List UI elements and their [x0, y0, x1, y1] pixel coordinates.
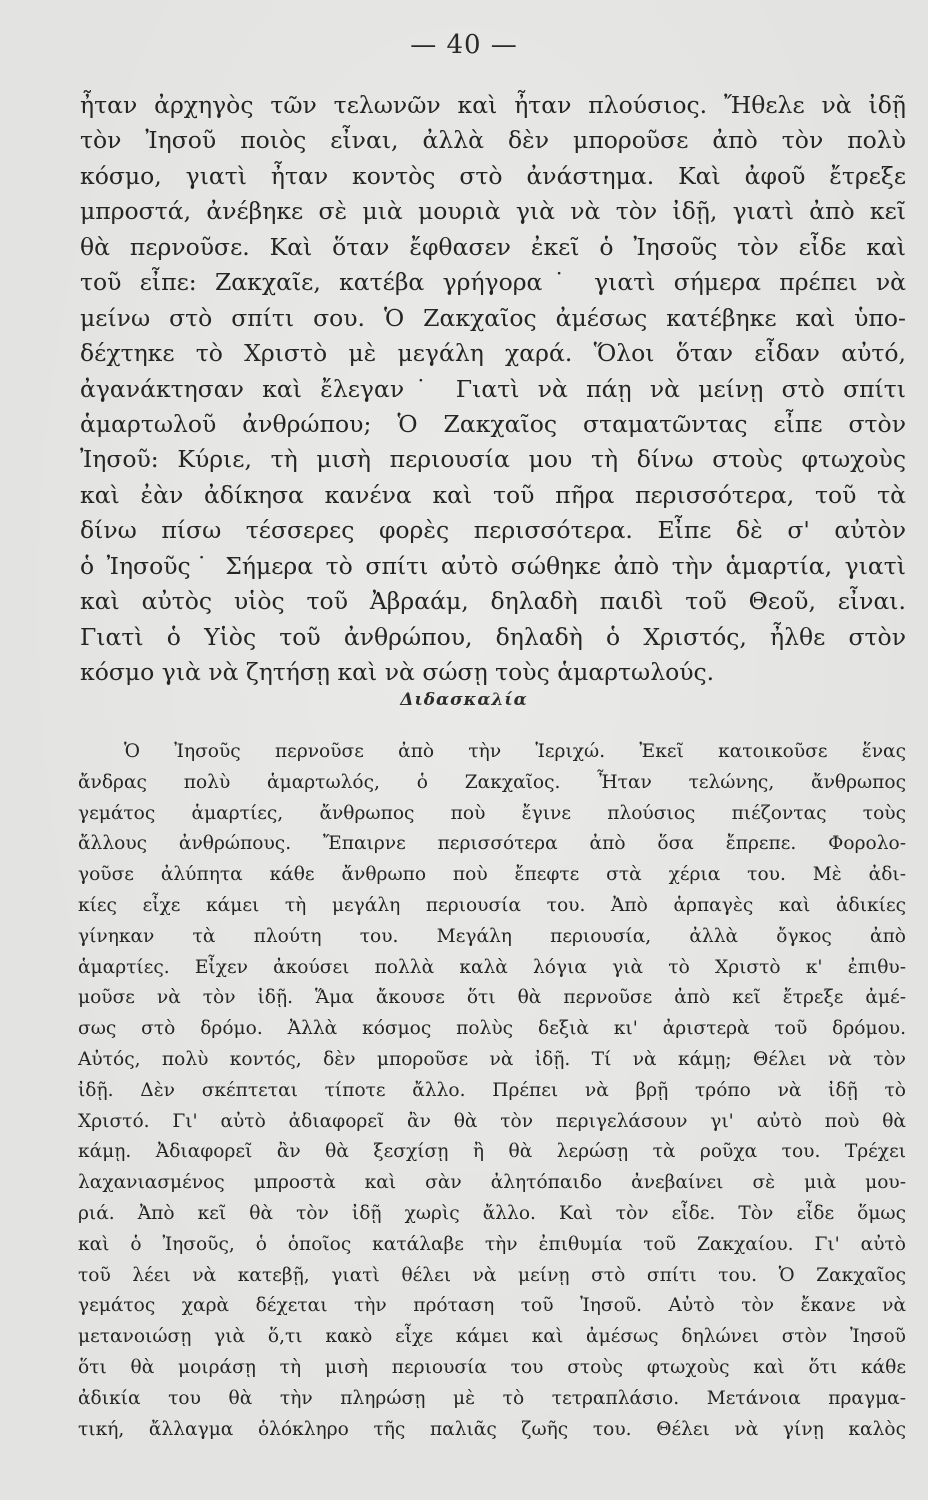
text-line: ὁ Ἰησοῦς˙ Σήμερα τὸ σπίτι αὐτὸ σώθηκε ἀπὸ τὴν ἁμαρτία, γιατὶ	[80, 551, 906, 580]
text-line: ἦταν ἀρχηγὸς τῶν τελωνῶν καὶ ἦταν πλούσιος. Ἤθελε νὰ ἰδῇ	[80, 91, 906, 119]
lesson-line: σως στὸ δρόμο. Ἀλλὰ κόσμος πολὺς δεξιὰ κι' ἀριστερὰ τοῦ δρόμου.	[78, 1018, 906, 1040]
lesson-line: ἀδικία του θὰ τὴν πληρώσῃ μὲ τὸ τετραπλάσιο. Μετάνοια πραγμα-	[78, 1387, 906, 1409]
text-line: δίνω πίσω τέσσερες φορὲς περισσότερα. Εἶπε δὲ σ' αὐτὸν	[80, 516, 906, 545]
text-line: ἁμαρτωλοῦ ἀνθρώπου; Ὁ Ζακχαῖος σταματῶντας εἶπε στὸν	[80, 409, 906, 438]
lesson-line: ἁμαρτίες. Εἶχεν ἀκούσει πολλὰ καλὰ λόγια γιὰ τὸ Χριστὸ κ' ἐπιθυ-	[78, 956, 906, 978]
text-line: τὸν Ἰησοῦ ποιὸς εἶναι, ἀλλὰ δὲν μποροῦσε ἀπὸ τὸν πολὺ	[80, 126, 906, 155]
lesson-text	[78, 737, 906, 1445]
lesson-line: ὅτι θὰ μοιράσῃ τὴ μισὴ περιουσία του στοὺς φτωχοὺς καὶ ὅτι κάθε	[78, 1356, 906, 1378]
lesson-line: ἄνδρας πολὺ ἁμαρτωλός, ὁ Ζακχαῖος. Ἦταν τελώνης, ἄνθρωπος	[78, 771, 906, 793]
lesson-line: γίνηκαν τὰ πλούτη του. Μεγάλη περιουσία, ἀλλὰ ὄγκος ἀπὸ	[78, 925, 906, 947]
main-text	[80, 88, 906, 690]
text-line: καὶ ἐὰν ἀδίκησα κανένα καὶ τοῦ πῆρα περισσότερα, τοῦ τὰ	[80, 480, 906, 509]
lesson-line: τοῦ λέει νὰ κατεβῇ, γιατὶ θέλει νὰ μείνῃ στὸ σπίτι του. Ὁ Ζακχαῖος	[78, 1264, 906, 1286]
lesson-line: Χριστό. Γι' αὐτὸ ἀδιαφορεῖ ἂν θὰ τὸν περιγελάσουν γι' αὐτὸ ποὺ θὰ	[78, 1110, 906, 1132]
lesson-line: Ὁ Ἰησοῦς περνοῦσε ἀπὸ τὴν Ἱεριχώ. Ἐκεῖ κατοικοῦσε ἕνας	[124, 741, 906, 762]
text-line: καὶ αὐτὸς υἱὸς τοῦ Ἀβραάμ, δηλαδὴ παιδὶ τοῦ Θεοῦ, εἶναι.	[80, 587, 906, 616]
text-line: μείνω στὸ σπίτι σου. Ὁ Ζακχαῖος ἀμέσως κατέβηκε καὶ ὑπο-	[80, 303, 906, 332]
lesson-line: ριά. Ἀπὸ κεῖ θὰ τὸν ἰδῇ χωρὶς ἄλλο. Καὶ τὸν εἶδε. Τὸν εἶδε ὅμως	[78, 1202, 906, 1224]
section-heading: Διδασκαλία	[400, 690, 528, 710]
lesson-line: μετανοιώσῃ γιὰ ὅ,τι κακὸ εἶχε κάμει καὶ ἀμέσως δηλώνει στὸν Ἰησοῦ	[78, 1326, 906, 1348]
text-line: Ἰησοῦ: Κύριε, τὴ μισὴ περιουσία μου τὴ δίνω στοὺς φτωχοὺς	[80, 445, 906, 474]
text-line: μπροστά, ἀνέβηκε σὲ μιὰ μουριὰ γιὰ νὰ τὸν ἰδῇ, γιατὶ ἀπὸ κεῖ	[80, 197, 906, 226]
lesson-line: μοῦσε νὰ τὸν ἰδῇ. Ἅμα ἄκουσε ὅτι θὰ περνοῦσε ἀπὸ κεῖ ἔτρεξε ἀμέ-	[78, 987, 906, 1009]
lesson-line: γεμάτος χαρὰ δέχεται τὴν πρόταση τοῦ Ἰησοῦ. Αὐτὸ τὸν ἔκανε νὰ	[78, 1295, 906, 1317]
text-line: Γιατὶ ὁ Υἱὸς τοῦ ἀνθρώπου, δηλαδὴ ὁ Χριστός, ἦλθε στὸν	[80, 622, 906, 651]
text-line: θὰ περνοῦσε. Καὶ ὅταν ἔφθασεν ἐκεῖ ὁ Ἰησοῦς τὸν εἶδε καὶ	[80, 232, 906, 261]
lesson-line: ἄλλους ἀνθρώπους. Ἔπαιρνε περισσότερα ἀπὸ ὅσα ἔπρεπε. Φορολο-	[78, 833, 906, 855]
lesson-line: κάμῃ. Ἀδιαφορεῖ ἂν θὰ ξεσχίσῃ ἢ θὰ λερώσῃ τὰ ροῦχα του. Τρέχει	[78, 1141, 906, 1163]
page-number: — 40 —	[410, 30, 518, 60]
lesson-line: τική, ἄλλαγμα ὁλόκληρο τῆς παλιᾶς ζωῆς του. Θέλει νὰ γίνῃ καλὸς	[78, 1418, 906, 1440]
lesson-line: γοῦσε ἀλύπητα κάθε ἄνθρωπο ποὺ ἔπεφτε στὰ χέρια του. Μὲ ἀδι-	[78, 864, 906, 886]
text-line: κόσμο, γιατὶ ἦταν κοντὸς στὸ ἀνάστημα. Καὶ ἀφοῦ ἔτρεξε	[80, 161, 906, 190]
lesson-line: καὶ ὁ Ἰησοῦς, ὁ ὁποῖος κατάλαβε τὴν ἐπιθυμία τοῦ Ζακχαίου. Γι' αὐτὸ	[78, 1233, 906, 1255]
text-line: τοῦ εἶπε: Ζακχαῖε, κατέβα γρήγορα˙ γιατὶ σήμερα πρέπει νὰ	[80, 268, 906, 297]
text-line: ἀγανάκτησαν καὶ ἔλεγαν˙ Γιατὶ νὰ πάῃ νὰ μείνῃ στὸ σπίτι	[80, 374, 906, 403]
lesson-line: κίες εἶχε κάμει τὴ μεγάλη περιουσία του. Ἀπὸ ἁρπαγὲς καὶ ἀδικίες	[78, 894, 906, 916]
lesson-line: λαχανιασμένος μπροστὰ καὶ σὰν ἀλητόπαιδο ἀνεβαίνει σὲ μιὰ μου-	[78, 1172, 906, 1194]
lesson-line: Αὐτός, πολὺ κοντός, δὲν μποροῦσε νὰ ἰδῇ. Τί νὰ κάμῃ; Θέλει νὰ τὸν	[78, 1048, 906, 1070]
lesson-line: γεμάτος ἁμαρτίες, ἄνθρωπος ποὺ ἔγινε πλούσιος πιέζοντας τοὺς	[78, 802, 906, 824]
text-line: δέχτηκε τὸ Χριστὸ μὲ μεγάλη χαρά. Ὅλοι ὅταν εἶδαν αὐτό,	[80, 339, 906, 368]
text-line-last: κόσμο γιὰ νὰ ζητήσῃ καὶ νὰ σώσῃ τοὺς ἁμαρτωλούς.	[80, 658, 715, 686]
lesson-line: ἰδῇ. Δὲν σκέπτεται τίποτε ἄλλο. Πρέπει νὰ βρῇ τρόπο νὰ ἰδῇ τὸ	[78, 1079, 906, 1101]
